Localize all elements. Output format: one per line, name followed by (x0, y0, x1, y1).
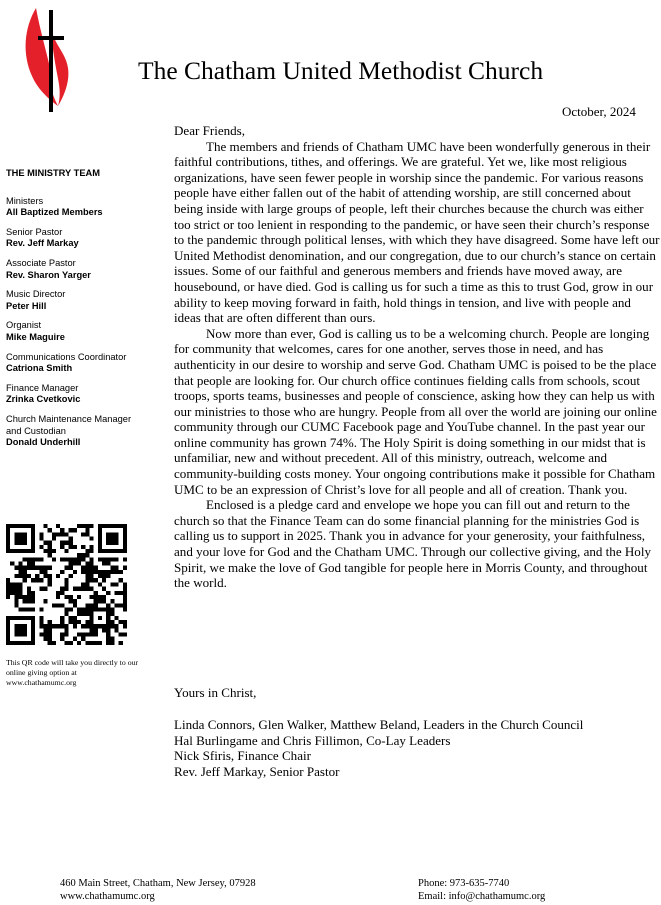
team-member (6, 352, 166, 375)
team-role: Communications Coordinator (6, 351, 127, 362)
signers-list (174, 717, 583, 779)
footer-website[interactable]: www.chathamumc.org (60, 891, 155, 902)
letter-paragraph: Enclosed is a pledge card and envelope we hope you can fill out and return to the church so that the Finance Team can do some financial planning for the ministries God is calling us to support in 2025. Thank you in advance for your generosity, your faithfulness, and your love for God and the Chatham UMC. Through our collective giving, and the Holy Spirit, we make the love of God tangible for people here in Morris County, and throughout the world. (174, 497, 651, 591)
ministry-team-heading: THE MINISTRY TEAM (6, 168, 101, 178)
team-name: All Baptized Members (6, 207, 103, 218)
cross-and-flame-icon (22, 6, 74, 114)
signer-line: Nick Sfiris, Finance Chair (174, 748, 311, 764)
team-role: Associate Pastor (6, 257, 76, 268)
team-role: Organist (6, 320, 42, 331)
page-title: The Chatham United Methodist Church (138, 56, 544, 85)
team-role: Finance Manager (6, 382, 79, 393)
team-name: Donald Underhill (6, 437, 81, 448)
team-name: Catriona Smith (6, 363, 73, 374)
qr-note: This QR code will take you directly to our online giving option at www.chathamumc.org (6, 658, 139, 687)
ministry-team-sidebar (6, 168, 166, 457)
team-member (6, 258, 166, 281)
team-role: Senior Pastor (6, 226, 63, 237)
team-member (6, 227, 166, 250)
footer-address-block (60, 877, 256, 903)
letter-closing: Yours in Christ, (174, 685, 257, 700)
signer-line: Linda Connors, Glen Walker, Matthew Beland, Leaders in the Church Council (174, 717, 584, 732)
letter-greeting: Dear Friends, (174, 123, 246, 138)
signer-line: Rev. Jeff Markay, Senior Pastor (174, 763, 340, 779)
footer-address: 460 Main Street, Chatham, New Jersey, 07928 (60, 878, 256, 889)
footer-phone: Phone: 973-635-7740 (418, 878, 510, 889)
letter-date: October, 2024 (562, 104, 636, 119)
footer-email[interactable]: Email: info@chathamumc.org (418, 891, 546, 902)
team-name: Mike Maguire (6, 331, 65, 342)
team-name: Zrinka Cvetkovic (6, 394, 81, 405)
team-member (6, 320, 166, 343)
letter-paragraph: Now more than ever, God is calling us to be a welcoming church. People are longing for community that welcomes, cares for one another, serves those in need, and has authenticity in our desire to worship and serve God. Chatham UMC is poised to be the place that people are looking for. Our church office continues fielding calls from schools, scout troops, sports teams, businesses and people of conscience, asking how they can help us with our ministries to those who are hungry. People from all over the world are joining our online community through our CUMC Facebook page and YouTube channel. In the past year our online community has grown 74%. The Holy Spirit is doing something in our midst that is unfamiliar, new and without precedent. All of this ministry, outreach, welcome and community-building costs money. Your ongoing contributions make it possible for Chatham UMC to be an expression of Christ’s love for all people and all of creation. Thank you. (174, 325, 657, 497)
team-role: Church Maintenance Manager (6, 413, 132, 424)
team-name: Rev. Jeff Markay (6, 238, 79, 249)
team-member (6, 383, 166, 406)
team-role-continued: and Custodian (6, 425, 66, 436)
qr-code-icon[interactable] (6, 524, 127, 645)
footer-contact-block (418, 877, 545, 903)
team-member (6, 289, 166, 312)
team-member (6, 414, 166, 449)
team-member (6, 196, 166, 219)
team-role: Ministers (6, 195, 44, 206)
signer-line: Hal Burlingame and Chris Fillimon, Co-Lay Leaders (174, 732, 451, 748)
team-role: Music Director (6, 289, 66, 300)
letter-paragraph: The members and friends of Chatham UMC have been wonderfully generous in their faithful contributions, tithes, and offerings. We are grateful. Yet we, like most religious organizations, have seen fewer people in worship since the pandemic. For various reasons people have either fallen out of the habit of attending worship, are still concerned about being inside with large groups of people, left their churches because the church was either too strict or too lenient in responding to the pandemic, or have seen their church’s response to the pandemic through political lenses, with which they have disagreed. Some have left our United Methodist denomination, and our congregation, due to our church’s stance on certain issues. Some of our faithful and generous members and friends have moved away, are housebound, or have died. God is calling us for such a time as this to trust God, grow in our ability to keep moving forward in faith, hold things in tension, and live with people and ideas that are often different than ours. (174, 138, 660, 326)
team-name: Peter Hill (6, 300, 47, 311)
letter-body (174, 123, 660, 591)
team-name: Rev. Sharon Yarger (6, 269, 91, 280)
